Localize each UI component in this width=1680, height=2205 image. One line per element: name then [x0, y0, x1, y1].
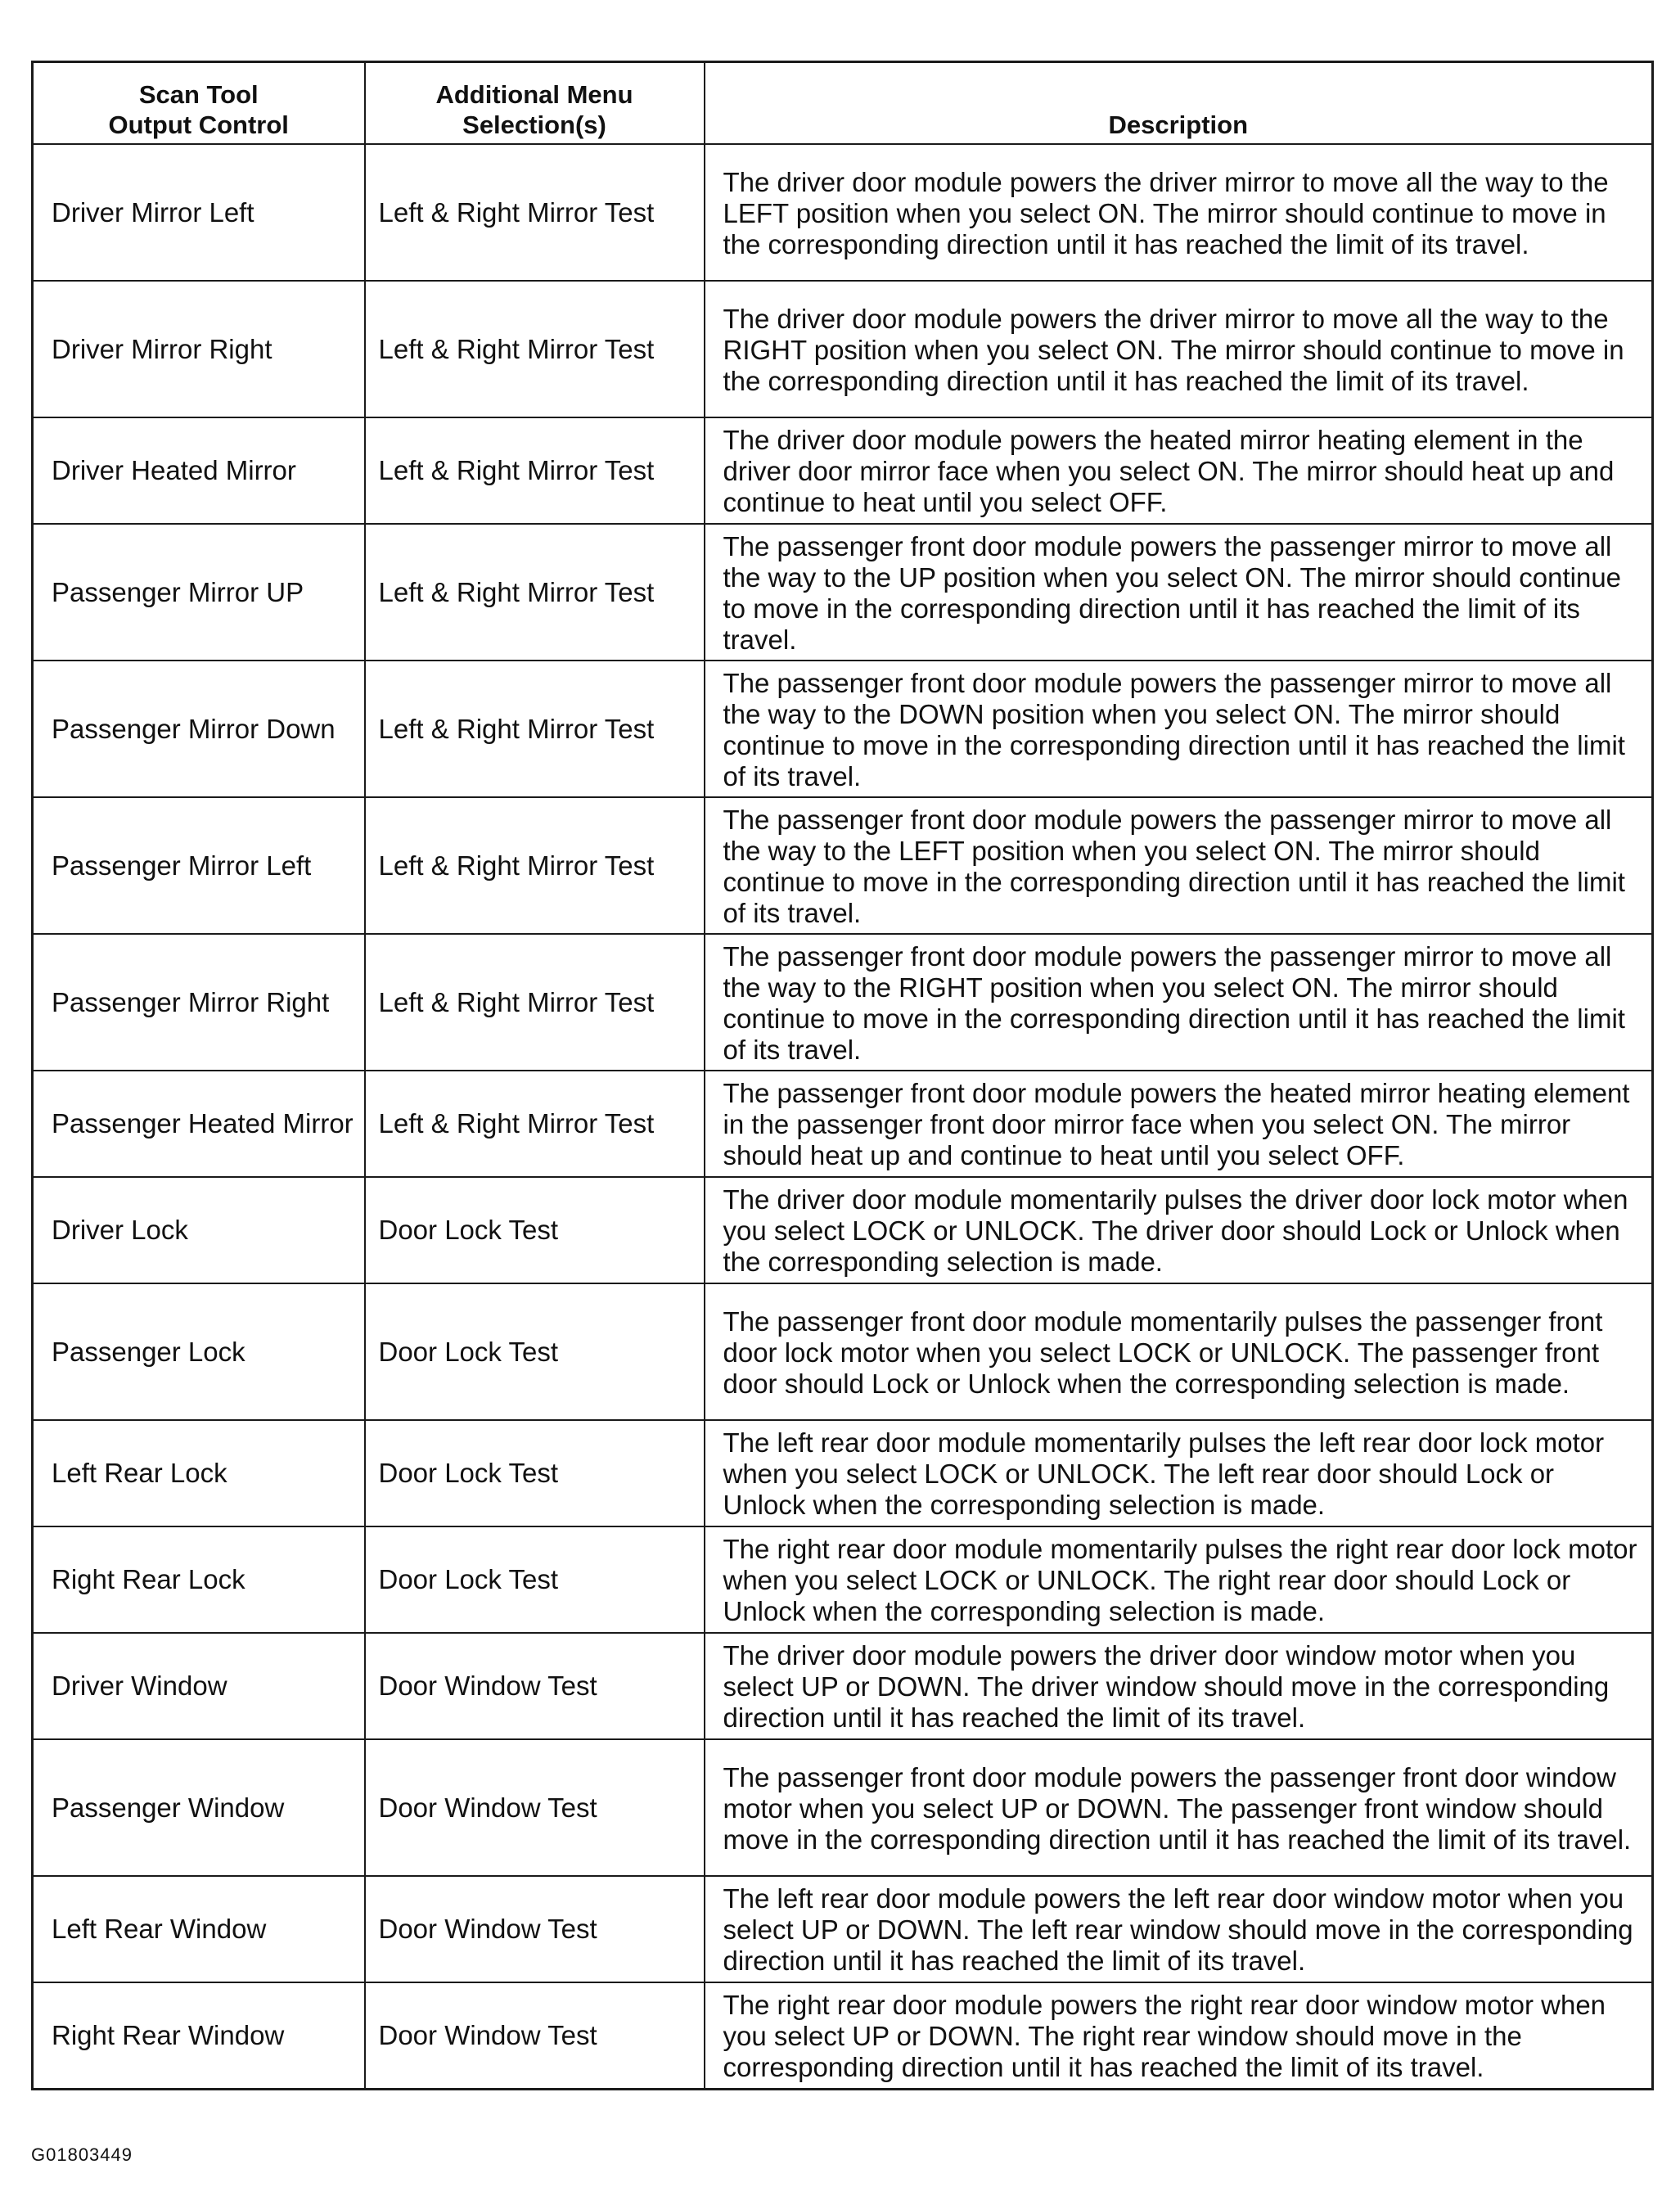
output-control-table — [31, 61, 1654, 2090]
menu-selection-cell: Left & Right Mirror Test — [365, 934, 705, 1071]
figure-code: G01803449 — [31, 2144, 133, 2165]
description-cell: The passenger front door module powers the passenger mirror to move all the way to the LEFT position when you select ON. The mirror should continue to move in the corresponding direction until it has reached the limit of its travel. — [705, 797, 1653, 934]
output-control-cell: Passenger Mirror UP — [33, 524, 365, 661]
menu-selection-cell: Left & Right Mirror Test — [365, 144, 705, 281]
header-col2-line1: Additional Menu — [435, 80, 633, 109]
description-cell: The passenger front door module powers the passenger mirror to move all the way to the DOWN position when you select ON. The mirror should continue to move in the corresponding direction until it has reached the limit of its travel. — [705, 661, 1653, 797]
menu-selection-cell: Door Lock Test — [365, 1526, 705, 1633]
description-cell: The right rear door module powers the right rear door window motor when you select UP or DOWN. The right rear window should move in the corresponding direction until it has reached the limit of its travel. — [705, 1982, 1653, 2089]
menu-selection-cell: Left & Right Mirror Test — [365, 1071, 705, 1177]
header-additional-menu-selections — [365, 62, 705, 145]
output-control-cell: Driver Lock — [33, 1177, 365, 1283]
description-cell: The driver door module powers the driver mirror to move all the way to the RIGHT position when you select ON. The mirror should continue to move in the corresponding direction until it has reached the limit of its travel. — [705, 281, 1653, 417]
menu-selection-cell: Left & Right Mirror Test — [365, 661, 705, 797]
header-col2-line2: Selection(s) — [462, 110, 606, 139]
header-scan-tool-output-control — [33, 62, 365, 145]
table-row — [33, 1071, 1653, 1177]
menu-selection-cell: Door Window Test — [365, 1876, 705, 1982]
table-row — [33, 1633, 1653, 1739]
output-control-cell: Passenger Heated Mirror — [33, 1071, 365, 1177]
table-row — [33, 417, 1653, 524]
menu-selection-cell: Left & Right Mirror Test — [365, 417, 705, 524]
table-row — [33, 661, 1653, 797]
table-body — [33, 144, 1653, 2089]
description-cell: The driver door module momentarily pulses the driver door lock motor when you select LOCK or UNLOCK. The driver door should Lock or Unlock when the corresponding selection is made. — [705, 1177, 1653, 1283]
output-control-cell: Passenger Window — [33, 1739, 365, 1876]
header-description: Description — [705, 62, 1653, 145]
output-control-cell: Right Rear Lock — [33, 1526, 365, 1633]
output-control-cell: Driver Window — [33, 1633, 365, 1739]
output-control-cell: Left Rear Window — [33, 1876, 365, 1982]
description-cell: The passenger front door module powers the heated mirror heating element in the passenger front door mirror face when you select ON. The mirror should heat up and continue to heat until you select OFF. — [705, 1071, 1653, 1177]
table-row — [33, 281, 1653, 417]
output-control-cell: Passenger Mirror Left — [33, 797, 365, 934]
table-header-row — [33, 62, 1653, 145]
table-row — [33, 934, 1653, 1071]
menu-selection-cell: Door Lock Test — [365, 1283, 705, 1420]
menu-selection-cell: Door Window Test — [365, 1739, 705, 1876]
output-control-cell: Passenger Mirror Right — [33, 934, 365, 1071]
menu-selection-cell: Door Lock Test — [365, 1420, 705, 1526]
output-control-cell: Passenger Lock — [33, 1283, 365, 1420]
description-cell: The left rear door module powers the left rear door window motor when you select UP or DOWN. The left rear window should move in the corresponding direction until it has reached the limit of its travel. — [705, 1876, 1653, 1982]
table-row — [33, 1283, 1653, 1420]
output-control-cell: Driver Heated Mirror — [33, 417, 365, 524]
description-cell: The passenger front door module powers the passenger mirror to move all the way to the UP position when you select ON. The mirror should continue to move in the corresponding direction until it has reached the limit of its travel. — [705, 524, 1653, 661]
menu-selection-cell: Door Window Test — [365, 1633, 705, 1739]
description-cell: The passenger front door module momentarily pulses the passenger front door lock motor when you select LOCK or UNLOCK. The passenger front door should Lock or Unlock when the corresponding selection is made. — [705, 1283, 1653, 1420]
table-row — [33, 144, 1653, 281]
description-cell: The driver door module powers the driver door window motor when you select UP or DOWN. The driver window should move in the corresponding direction until it has reached the limit of its travel. — [705, 1633, 1653, 1739]
description-cell: The driver door module powers the heated mirror heating element in the driver door mirror face when you select ON. The mirror should heat up and continue to heat until you select OFF. — [705, 417, 1653, 524]
output-control-cell: Passenger Mirror Down — [33, 661, 365, 797]
output-control-cell: Driver Mirror Left — [33, 144, 365, 281]
menu-selection-cell: Left & Right Mirror Test — [365, 281, 705, 417]
menu-selection-cell: Door Lock Test — [365, 1177, 705, 1283]
header-col1-line1: Scan Tool — [138, 80, 259, 109]
output-control-cell: Right Rear Window — [33, 1982, 365, 2089]
output-control-cell: Driver Mirror Right — [33, 281, 365, 417]
header-col1-line2: Output Control — [108, 110, 289, 139]
description-cell: The driver door module powers the driver mirror to move all the way to the LEFT position when you select ON. The mirror should continue to move in the corresponding direction until it has reached the limit of its travel. — [705, 144, 1653, 281]
table-row — [33, 1420, 1653, 1526]
table-row — [33, 1526, 1653, 1633]
description-cell: The passenger front door module powers the passenger front door window motor when you select UP or DOWN. The passenger front window should move in the corresponding direction until it has reached the limit of its travel. — [705, 1739, 1653, 1876]
table-row — [33, 1876, 1653, 1982]
table-row — [33, 1177, 1653, 1283]
menu-selection-cell: Door Window Test — [365, 1982, 705, 2089]
table-row — [33, 797, 1653, 934]
description-cell: The left rear door module momentarily pulses the left rear door lock motor when you select LOCK or UNLOCK. The left rear door should Lock or Unlock when the corresponding selection is made. — [705, 1420, 1653, 1526]
table-row — [33, 1739, 1653, 1876]
menu-selection-cell: Left & Right Mirror Test — [365, 797, 705, 934]
table-row — [33, 524, 1653, 661]
description-cell: The passenger front door module powers the passenger mirror to move all the way to the RIGHT position when you select ON. The mirror should continue to move in the corresponding direction until it has reached the limit of its travel. — [705, 934, 1653, 1071]
table-row — [33, 1982, 1653, 2089]
menu-selection-cell: Left & Right Mirror Test — [365, 524, 705, 661]
output-control-cell: Left Rear Lock — [33, 1420, 365, 1526]
description-cell: The right rear door module momentarily pulses the right rear door lock motor when you select LOCK or UNLOCK. The right rear door should Lock or Unlock when the corresponding selection is made. — [705, 1526, 1653, 1633]
